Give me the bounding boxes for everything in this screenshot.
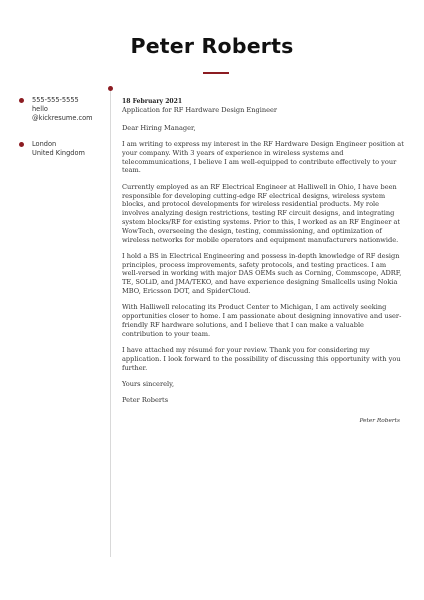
contact-location	[22, 140, 85, 158]
applicant-name: Peter Roberts	[130, 34, 294, 58]
country: United Kingdom	[32, 149, 85, 157]
city: London	[32, 140, 57, 148]
letter-subject: Application for RF Hardware Design Engineer	[122, 106, 278, 114]
divider-dot	[108, 86, 113, 91]
phone-number: 555-555-5555	[32, 96, 79, 104]
email-line-1: hello	[32, 105, 48, 113]
name-underline	[203, 72, 229, 74]
closing-phrase: Yours sincerely,	[122, 379, 175, 388]
paragraph-education: I hold a BS in Electrical Engineering and possess in-depth knowledge of RF design principles, process improvements, safety protocols, and testing practices. I am well-versed in working with major DAS OEMs such as Corning, Commscope, ADRF, TE, SOLiD, and JMA/TEKO, and have experience designing Smallcells using Nokia MBO, Ericsson DOT, and SpiderCloud.	[122, 251, 402, 296]
signature: Peter Roberts	[359, 418, 400, 424]
salutation: Dear Hiring Manager,	[122, 123, 196, 132]
contact-phone-email	[22, 96, 93, 123]
paragraph-experience: Currently employed as an RF Electrical Engineer at Halliwell in Ohio, I have been responsible for developing cutting-edge RF electrical designs, wireless system blocks, and protocol developments for wireless residential products. My role involves analyzing design restrictions, testing RF circuit designs, and integrating system blocks/RF for existing systems. Prior to this, I worked as an RF Engineer at WowTech, overseeing the design, testing, commissioning, and optimization of wireless networks for mobile operators and equipment manufacturers nationwide.	[122, 182, 401, 244]
paragraph-closing: I have attached my résumé for your review. Thank you for considering my application. I look forward to the possibility of discussing this opportunity with you further.	[122, 346, 401, 372]
paragraph-intro: I am writing to express my interest in the RF Hardware Design Engineer position at your company. With 3 years of experience in wireless systems and telecommunications, I believe I am well-equipped to contribute effectively to your team.	[122, 140, 404, 175]
sender-name: Peter Roberts	[122, 396, 169, 405]
location-bullet-icon	[19, 142, 24, 147]
email-line-2: @kickresume.com	[32, 114, 93, 122]
paragraph-motivation: With Halliwell relocating its Product Center to Michigan, I am actively seeking opportunities closer to home. I am passionate about designing innovative and user-friendly RF hardware solutions, and I believe that I can make a valuable contribution to your team.	[122, 303, 402, 338]
letter-date: 18 February 2021	[122, 98, 183, 105]
vertical-divider	[110, 89, 111, 557]
contact-bullet-icon	[19, 98, 24, 103]
letter-body	[122, 98, 404, 413]
